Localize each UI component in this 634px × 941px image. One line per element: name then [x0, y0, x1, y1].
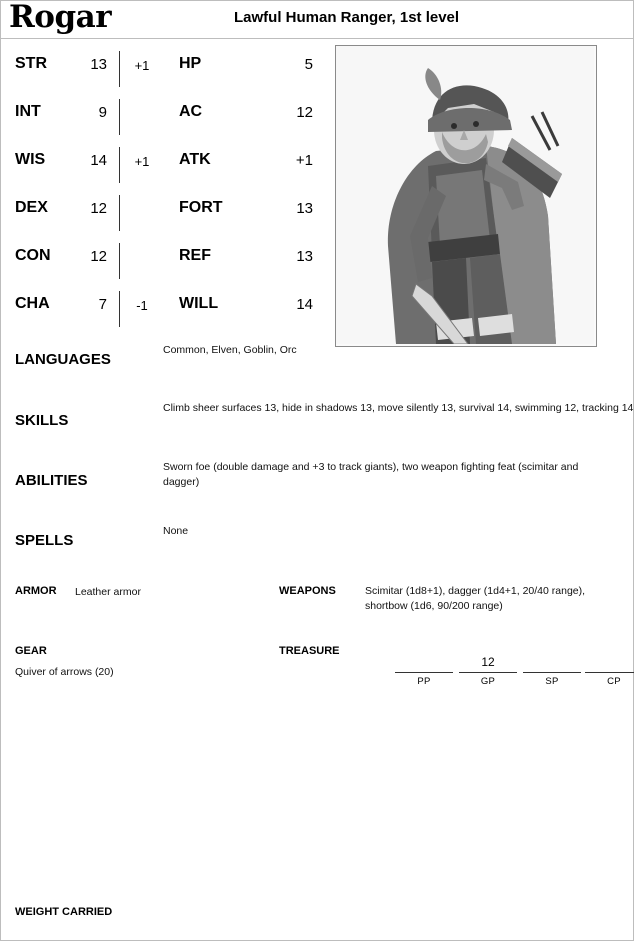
- treasure-label: TREASURE: [279, 645, 340, 657]
- defense-value: +1: [295, 152, 313, 169]
- ability-score: 12: [90, 200, 107, 217]
- column-divider: [119, 99, 120, 135]
- stat-row: [1, 45, 331, 93]
- treasure-sp-amount: [521, 653, 583, 671]
- treasure-sp-code: SP: [545, 676, 559, 687]
- ability-modifier: -1: [136, 298, 148, 313]
- defense-value: 13: [296, 200, 313, 217]
- abilities-text: Sworn foe (double damage and +3 to track giants), two weapon fighting feat (scimitar and dagger): [163, 461, 579, 488]
- ability-score: 12: [90, 248, 107, 265]
- weapons-text: Scimitar (1d8+1), dagger (1d4+1, 20/40 range), shortbow (1d6, 90/200 range): [365, 585, 586, 612]
- treasure-rule: [395, 671, 453, 673]
- weight-carried-label: WEIGHT CARRIED: [15, 906, 113, 918]
- ability-abbr: STR: [15, 55, 47, 72]
- treasure-gp-code: GP: [480, 676, 496, 687]
- ability-abbr: WIS: [15, 151, 46, 168]
- defense-label: FORT: [179, 199, 223, 216]
- character-portrait: [335, 45, 597, 347]
- treasure-cp-amount: [583, 653, 634, 671]
- stat-block: [1, 45, 331, 333]
- defense-value: 5: [304, 56, 313, 73]
- defense-label: WILL: [179, 295, 219, 312]
- treasure-cp-code: CP: [607, 676, 621, 687]
- spells-text: None: [163, 525, 189, 537]
- skills-text: Climb sheer surfaces 13, hide in shadows 13, move silently 13, survival 14, swimming 12, tracking 14: [163, 402, 634, 414]
- treasure-pp: [393, 653, 455, 687]
- weapons-label: WEAPONS: [279, 585, 336, 597]
- sheet-header: [1, 1, 633, 39]
- ability-score: 14: [90, 152, 107, 169]
- ranger-portrait-icon: [336, 46, 594, 344]
- defense-value: 14: [296, 296, 313, 313]
- ability-abbr: CHA: [15, 295, 50, 312]
- stat-row: [1, 93, 331, 141]
- treasure-pp-amount: [393, 653, 455, 671]
- gear-text: Quiver of arrows (20): [15, 666, 114, 678]
- stat-row: [1, 237, 331, 285]
- defense-value: 13: [296, 248, 313, 265]
- abilities-label: ABILITIES: [15, 472, 88, 489]
- ability-modifier: +1: [134, 58, 150, 73]
- treasure-rule: [585, 671, 634, 673]
- ability-abbr: DEX: [15, 199, 48, 216]
- column-divider: [119, 51, 120, 87]
- treasure-cp: [583, 653, 634, 687]
- column-divider: [119, 195, 120, 231]
- gear-label: GEAR: [15, 645, 47, 657]
- defense-value: 12: [296, 104, 313, 121]
- stat-row: [1, 285, 331, 333]
- ability-abbr: INT: [15, 103, 41, 120]
- treasure-sp: [521, 653, 583, 687]
- languages-label: LANGUAGES: [15, 351, 111, 368]
- character-name: Rogar: [9, 0, 112, 35]
- treasure-rule: [523, 671, 581, 673]
- ability-modifier: +1: [134, 154, 150, 169]
- armor-label: ARMOR: [15, 585, 57, 597]
- spells-label: SPELLS: [15, 532, 74, 549]
- treasure-pp-code: PP: [417, 676, 431, 687]
- ability-score: 9: [98, 104, 107, 121]
- languages-text: Common, Elven, Goblin, Orc: [163, 344, 297, 356]
- ability-score: 7: [98, 296, 107, 313]
- column-divider: [119, 147, 120, 183]
- stat-row: [1, 189, 331, 237]
- ability-score: 13: [90, 56, 107, 73]
- defense-label: AC: [179, 103, 203, 120]
- skills-label: SKILLS: [15, 412, 69, 429]
- ability-abbr: CON: [15, 247, 51, 264]
- treasure-gp: [457, 653, 519, 687]
- character-subtitle: Lawful Human Ranger, 1st level: [234, 9, 460, 26]
- treasure-gp-amount: 12: [481, 655, 495, 669]
- defense-label: ATK: [179, 151, 211, 168]
- armor-text: Leather armor: [75, 586, 141, 598]
- column-divider: [119, 243, 120, 279]
- defense-label: HP: [179, 55, 202, 72]
- column-divider: [119, 291, 120, 327]
- defense-label: REF: [179, 247, 211, 264]
- treasure-rule: [459, 671, 517, 673]
- stat-row: [1, 141, 331, 189]
